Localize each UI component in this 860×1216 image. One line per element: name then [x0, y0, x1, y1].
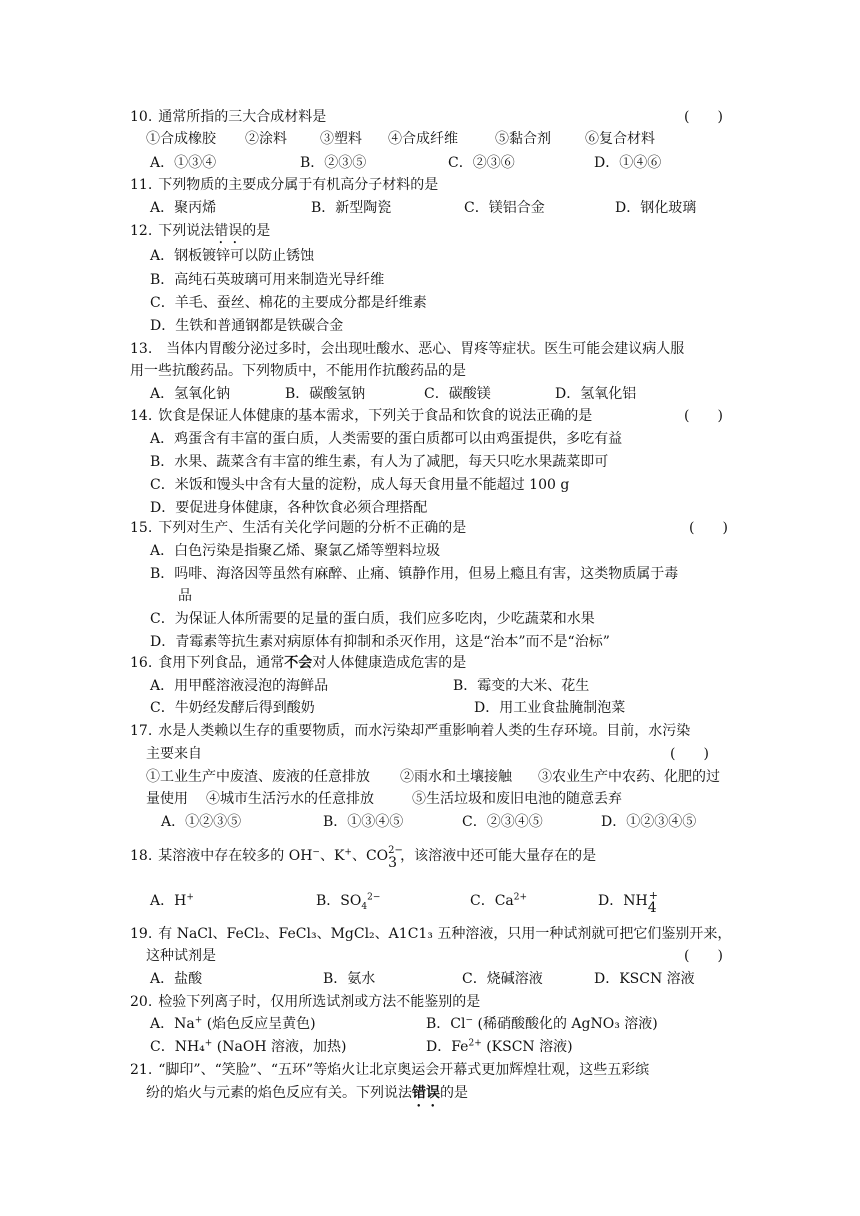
question-15-stem: 15. 下列对生产、生活有关化学问题的分析不正确的是 — [130, 520, 467, 536]
item: ③塑料 — [320, 131, 362, 147]
question-14-stem: 14. 饮食是保证人体健康的基本需求，下列关于食品和饮食的说法正确的是 — [130, 408, 593, 424]
item: ③农业生产中农药、化肥的过 — [538, 769, 720, 785]
choice-c: C．羊毛、蚕丝、棉花的主要成分都是纤维素 — [150, 295, 427, 311]
choice-b: B．高纯石英玻璃可用来制造光导纤维 — [150, 272, 385, 288]
choice-a: A．聚丙烯 — [150, 200, 217, 216]
question-13-stem-cont: 用一些抗酸药品。下列物质中，不能用作抗酸药品的是 — [130, 363, 466, 379]
choice-d: D．氢氧化铝 — [555, 386, 637, 402]
choice-d: D．青霉素等抗生素对病原体有抑制和杀灭作用，这是“治本”而不是“治标” — [150, 634, 610, 650]
choice-a: A．鸡蛋含有丰富的蛋白质，人类需要的蛋白质都可以由鸡蛋提供，多吃有益 — [150, 431, 623, 447]
choice-b: B．①③④⑤ — [323, 814, 404, 830]
item: ④城市生活污水的任意排放 — [206, 791, 374, 807]
choice-b: B．水果、蔬菜含有丰富的维生素，有人为了减肥，每天只吃水果蔬菜即可 — [150, 454, 609, 470]
choice-b: B．②③⑤ — [300, 155, 367, 171]
question-16-stem: 16. 食用下列食品，通常不会对人体健康造成危害的是 — [130, 655, 467, 671]
choice-c: C．②③④⑤ — [462, 814, 543, 830]
item: ①合成橡胶 — [146, 131, 216, 147]
choice-b: B．新型陶瓷 — [311, 200, 392, 216]
choice-d: D．①④⑥ — [594, 155, 662, 171]
answer-paren: ( ) — [684, 948, 723, 964]
choice-d: D．①②③④⑤ — [601, 814, 697, 830]
question-17-stem: 17. 水是人类赖以生存的重要物质，而水污染却严重影响着人类的生存环境。目前，水污染 — [130, 723, 691, 739]
choice-d: D．KSCN 溶液 — [594, 971, 695, 987]
choice-c: C．$Ca^{2+}$ — [470, 892, 528, 909]
choice-c: C．镁铝合金 — [464, 200, 545, 216]
item: ⑤黏合剂 — [495, 131, 551, 147]
question-18-stem: 18. 某溶液中存在较多的 OH−、K+、CO 2− 3 ，该溶液中还可能大量存在的是 — [130, 845, 597, 871]
question-19-stem-cont: 这种试剂是 — [146, 948, 216, 964]
choice-a: A．用甲醛溶液浸泡的海鲜品 — [150, 678, 329, 694]
choice-b: B．$SO_4^{2-}$ — [316, 892, 381, 912]
item: 量使用 — [146, 791, 188, 807]
question-20-stem: 20. 检验下列离子时，仅用所选试剂或方法不能鉴别的是 — [130, 994, 481, 1010]
question-11-stem: 11. 下列物质的主要成分属于有机高分子材料的是 — [130, 177, 439, 193]
item: ⑤生活垃圾和废旧电池的随意丢弃 — [412, 791, 622, 807]
item: ⑥复合材料 — [585, 131, 655, 147]
choice-b: B．霉变的大米、花生 — [453, 678, 590, 694]
choice-b: B．氨水 — [323, 971, 376, 987]
question-21-stem-cont: 纷的焰火与元素的焰色反应有关。下列说法错误的是 — [146, 1085, 468, 1101]
choice-d: D．要促进身体健康，各种饮食必须合理搭配 — [150, 500, 428, 516]
item: ④合成纤维 — [388, 131, 458, 147]
choice-a: A．钢板镀锌可以防止锈蚀 — [150, 248, 315, 264]
question-12-stem: 12. 下列说法错误的是 — [130, 223, 271, 239]
choice-b: B．吗啡、海洛因等虽然有麻醉、止痛、镇静作用，但易上瘾且有害，这类物质属于毒 — [150, 566, 679, 582]
choice-c: C．米饭和馒头中含有大量的淀粉，成人每天食用量不能超过 100 g — [150, 477, 570, 493]
item: ①工业生产中废渣、废液的任意排放 — [146, 769, 370, 785]
answer-paren: ( ) — [689, 520, 728, 536]
choice-c: C．牛奶经发酵后得到酸奶 — [150, 700, 315, 716]
question-21-stem: 21. “脚印”、“笑脸”、“五环”等焰火让北京奥运会开幕式更加辉煌壮观，这些五彩缤 — [130, 1062, 650, 1078]
question-17-stem-cont: 主要来自 — [146, 746, 202, 762]
choice-c: C．NH₄+ (NaOH 溶液，加热) — [150, 1038, 347, 1055]
choice-b: B．Cl− (稀硝酸酸化的 AgNO₃ 溶液) — [426, 1015, 658, 1032]
choice-a: A．H+ — [150, 892, 194, 909]
choice-a: A．白色污染是指聚乙烯、聚氯乙烯等塑料垃圾 — [150, 543, 441, 559]
choice-d: D．钢化玻璃 — [615, 200, 697, 216]
choice-d: D．生铁和普通钢都是铁碳合金 — [150, 318, 344, 334]
choice-c: C．为保证人体所需要的足量的蛋白质，我们应多吃肉，少吃蔬菜和水果 — [150, 611, 595, 627]
item: ②雨水和土壤接触 — [400, 769, 512, 785]
question-13-stem: 13. 当体内胃酸分泌过多时，会出现吐酸水、恶心、胃疼等症状。医生可能会建议病人服 — [130, 341, 685, 357]
choice-c: C．碳酸镁 — [424, 386, 491, 402]
choice-d: D．NH + 4 — [598, 889, 658, 916]
choice-b: B．碳酸氢钠 — [285, 386, 366, 402]
choice-a: A．Na+ (焰色反应呈黄色) — [150, 1015, 316, 1032]
answer-paren: ( ) — [670, 746, 709, 762]
choice-d: D．$Fe^{2+}$ (KSCN 溶液) — [426, 1038, 573, 1055]
choice-a: A．①③④ — [150, 155, 217, 171]
choice-a: A．①②③⑤ — [161, 814, 242, 830]
answer-paren: ( ) — [684, 408, 723, 424]
answer-paren: ( ) — [684, 109, 723, 125]
item: ②涂料 — [245, 131, 287, 147]
choice-a: A．盐酸 — [150, 971, 203, 987]
question-19-stem: 19. 有 NaCl、FeCl₂、FeCl₃、MgCl₂、A1C1₃ 五种溶液，只用一种试剂就可把它们鉴别开来， — [130, 926, 732, 942]
choice-a: A．氢氧化钠 — [150, 386, 231, 402]
choice-d: D．用工业食盐腌制泡菜 — [474, 700, 626, 716]
choice-c: C．烧碱溶液 — [462, 971, 543, 987]
choice-b-cont: 品 — [178, 588, 192, 604]
choice-c: C．②③⑥ — [448, 155, 515, 171]
question-10-stem: 10. 通常所指的三大合成材料是 — [130, 109, 327, 125]
